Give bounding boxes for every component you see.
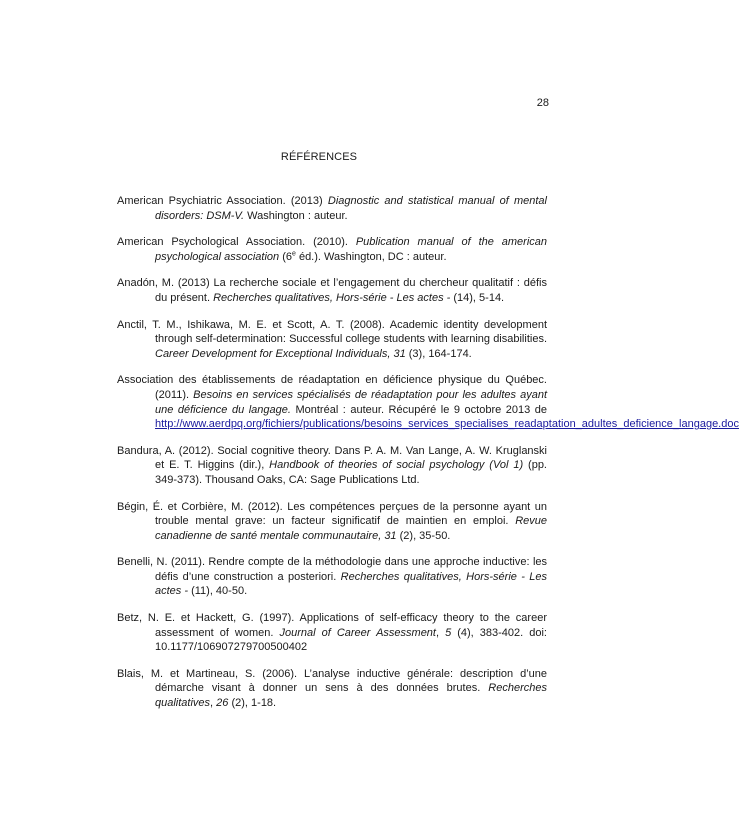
- ref-title: Recherches qualitatives, Hors-série - Les actes -: [213, 291, 451, 304]
- ref-title: Journal of Career Assessment: [279, 626, 436, 639]
- ref-title: Recherches qualitatives, Hors-série - Les actes -: [155, 570, 547, 598]
- page-number: 28: [536, 97, 549, 109]
- reference-entry: [117, 194, 547, 223]
- ref-text: Association des établissements de réadaptation en déficience physique du Québec. (2011).: [117, 374, 547, 401]
- ref-superscript: e: [291, 250, 296, 258]
- reference-entry: [117, 611, 547, 655]
- ref-text: (6: [279, 250, 292, 263]
- section-title: RÉFÉRENCES: [280, 151, 358, 163]
- ref-title: Revue canadienne de santé mentale communautaire, 31: [155, 515, 547, 542]
- reference-list: [117, 194, 739, 723]
- ref-text: (pp. 349-373). Thousand Oaks, CA: Sage Publications Ltd.: [155, 459, 547, 486]
- reference-entry: [117, 500, 547, 544]
- reference-entry: [117, 444, 547, 488]
- ref-text: Betz, N. E. et Hackett, G. (1997). Applications of self-efficacy theory to the career assessment of women.: [117, 612, 547, 639]
- ref-text: Anctil, T. M., Ishikawa, M. E. et Scott, A. T. (2008). Academic identity development through self-determination: Successful college students with learning disabilities.: [117, 318, 547, 346]
- ref-text: Bégin, É. et Corbière, M. (2012). Les compétences perçues de la personne ayant un trouble mental grave: un facteur significatif de maintien en emploi.: [117, 500, 547, 528]
- ref-title: Handbook of theories of social psychology (Vol 1): [269, 459, 524, 472]
- ref-text: Montréal : auteur. Récupéré le 9 octobre 2013 de: [290, 403, 547, 416]
- ref-text: ,: [435, 626, 446, 639]
- ref-title: Career Development for Exceptional Individuals, 31: [155, 347, 406, 360]
- ref-volume: 26: [216, 697, 229, 710]
- reference-entry: [117, 667, 547, 711]
- reference-entry: [117, 373, 739, 431]
- ref-text: Bandura, A. (2012). Social cognitive theory. Dans P. A. M. Van Lange, A. W. Kruglanski et E. T. Higgins (dir.),: [117, 444, 547, 472]
- ref-text: Benelli, N. (2011). Rendre compte de la méthodologie dans une approche inductive: les défis d’une construction a posteriori.: [117, 556, 547, 583]
- reference-entry: [117, 555, 547, 599]
- reference-entry: [117, 276, 547, 305]
- ref-text: (14), 5-14.: [450, 291, 505, 304]
- ref-text: (4), 383-402. doi: 10.1177/106907279700500402: [155, 626, 547, 654]
- ref-text: (2), 1-18.: [228, 697, 277, 710]
- ref-title: Besoins en services spécialisés de réadaptation pour les adultes ayant une déficience du langage.: [155, 388, 548, 416]
- ref-title: Publication manual of the american psychological association: [155, 236, 548, 263]
- ref-text: American Psychological Association. (2010).: [117, 236, 356, 249]
- reference-entry: [117, 318, 547, 362]
- ref-title: Diagnostic and statistical manual of mental disorders: DSM-V.: [155, 195, 547, 222]
- ref-text: Anadón, M. (2013) La recherche sociale et l’engagement du chercheur qualitatif : défis du présent.: [117, 277, 547, 304]
- ref-volume: 5: [445, 626, 452, 639]
- ref-text: Washington : auteur.: [244, 209, 348, 222]
- ref-text: Blais, M. et Martineau, S. (2006). L’analyse inductive générale: description d’une démarche visant à donner un sens à des données brutes.: [117, 667, 547, 695]
- ref-text: ,: [210, 697, 217, 710]
- ref-text: (11), 40-50.: [188, 585, 248, 598]
- ref-text: (3), 164-174.: [405, 347, 472, 360]
- ref-title: Recherches qualitatives: [155, 682, 547, 710]
- ref-text: (2), 35-50.: [396, 529, 451, 542]
- ref-link[interactable]: http://www.aerdpq.org/fichiers/publications/besoins_services_specialises_readaptation_adultes_deficience_langage.doc: [155, 418, 739, 431]
- ref-text: American Psychiatric Association. (2013): [117, 195, 328, 207]
- ref-text: éd.). Washington, DC : auteur.: [295, 250, 447, 263]
- reference-entry: [117, 235, 547, 264]
